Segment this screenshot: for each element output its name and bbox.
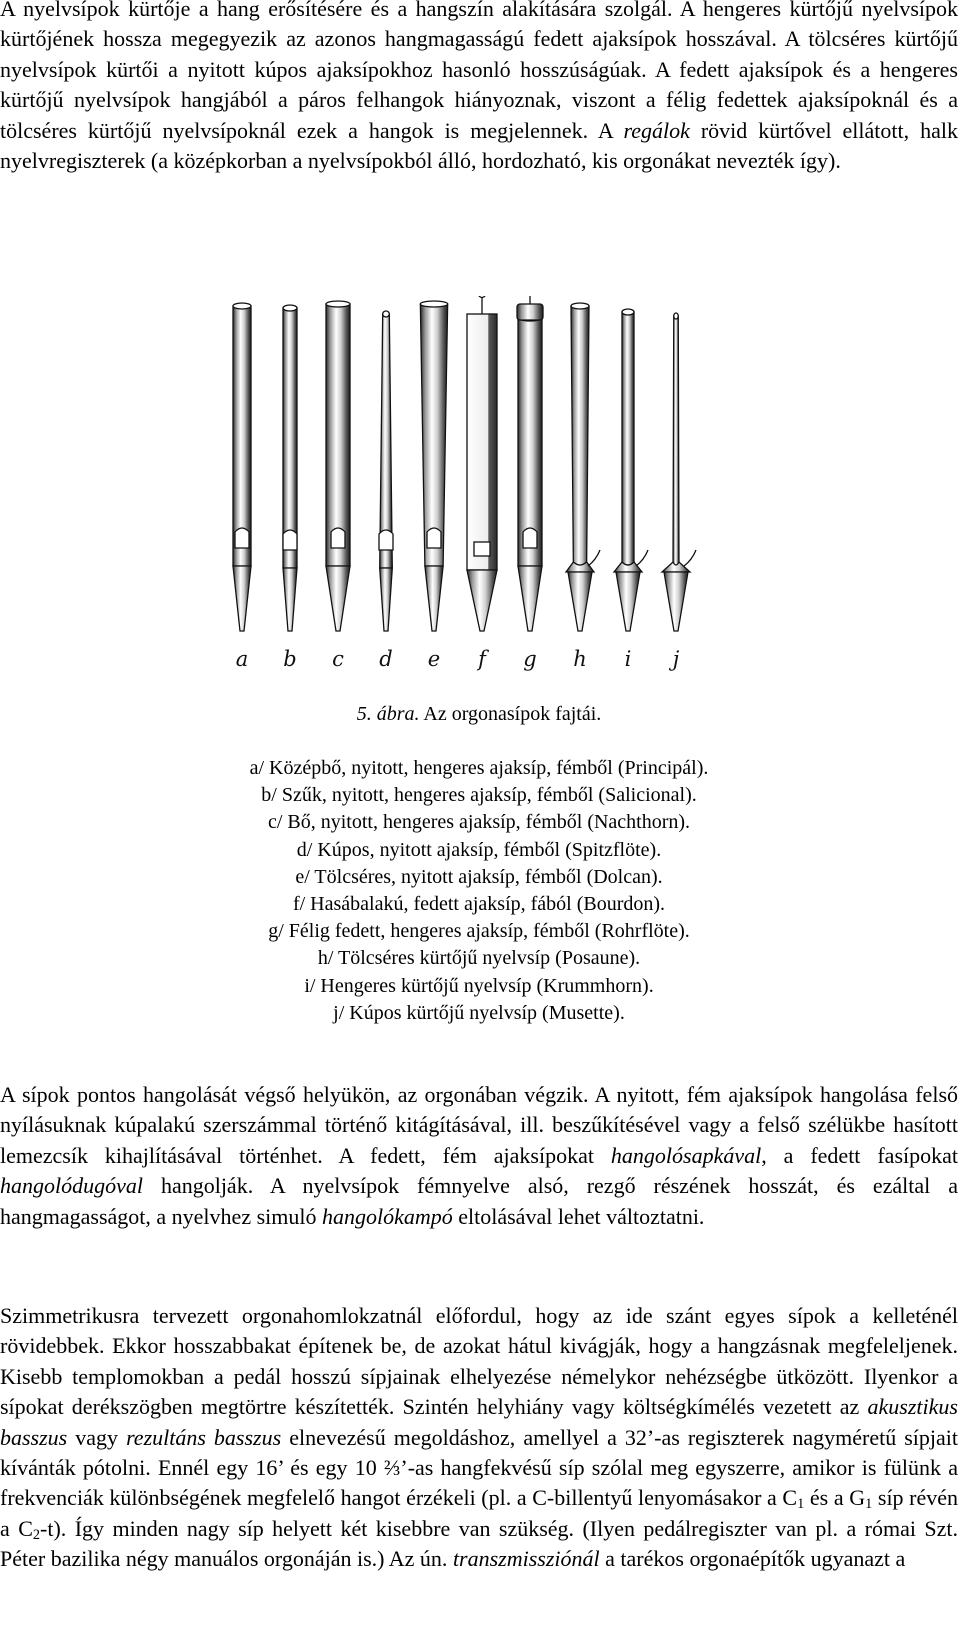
pipe-label: f — [478, 647, 486, 671]
pipe-h — [566, 303, 600, 631]
pipe-label: i — [624, 647, 632, 671]
pipe-g — [517, 296, 543, 631]
pipe-c — [326, 301, 350, 631]
organ-pipes-figure — [220, 296, 740, 676]
pipe-b — [283, 305, 297, 631]
pipe-label: b — [283, 647, 297, 671]
tuning-paragraph: A sípok pontos hangolását végső helyükön, az orgonában végzik. A nyitott, fém ajaksípok hangolása felső nyílásuknak kúpalakú szerszámmal történő kitágításával, ill. beszűkítésével vagy a felső szélükbe hasított lemezcsík kihajlításával történhet. A fedett, fém ajaksípokat hangolósapkával, a fedett fasípokat hangolódugóval hangolják. A nyelvsípok fémnyelve alsó, rezgő részének hosszát, és ezáltal a hangmagasságot, a nyelvhez simuló hangolókampó eltolásával lehet változtatni. — [0, 1082, 958, 1229]
legend-item: c/ Bő, nyitott, hengeres ajaksíp, fémből (Nachthorn). — [267, 811, 691, 834]
legend-item: b/ Szűk, nyitott, hengeres ajaksíp, fémből (Salicional). — [261, 784, 697, 807]
pipe-label: g — [523, 647, 537, 671]
pipe-label: d — [379, 647, 393, 671]
legend-item: f/ Hasábalakú, fedett ajaksíp, fából (Bourdon). — [292, 893, 666, 916]
pipe-a — [233, 303, 251, 631]
pipe-label: c — [332, 647, 344, 671]
legend-item: j/ Kúpos kürtőjű nyelvsíp (Musette). — [333, 1001, 625, 1024]
legend-item: i/ Hengeres kürtőjű nyelvsíp (Krummhorn). — [304, 974, 654, 997]
pipe-j — [662, 313, 696, 631]
intro-paragraph: A nyelvsípok kürtője a hang erősítésére és a hangszín alakítására szolgál. A hengeres kürtőjű nyelvsípok kürtőjének hossza megegyezik az azonos hangmagasságú fedett ajaksípok hosszával. A tölcséres kürtőjű nyelvsípok kürtői a nyitott kúpos ajaksípokhoz hasonló hosszúságúak. A fedett ajaksípok és a hengeres kürtőjű nyelvsípok hangjából a páros felhangok hiányoznak, viszont a félig fedettek ajaksípoknál és a tölcséres kürtőjű nyelvsípoknál ezek a hangok is megjelennek. A regálok rövid kürtővel ellátott, halk nyelvregiszterek (a középkorban a nyelvsípokból álló, hordozható, kis orgonákat nevezték így). — [0, 0, 958, 174]
legend-item: e/ Tölcséres, nyitott ajaksíp, fémből (Dolcan). — [295, 865, 663, 888]
pipe-i — [614, 309, 648, 631]
pipe-label: h — [573, 647, 587, 671]
pipe-d — [379, 311, 393, 631]
pipe-e — [420, 301, 447, 631]
figure-caption: 5. ábra. Az orgonasípok fajtái. — [356, 703, 602, 725]
organ-pipes-illustration — [220, 296, 740, 676]
figure-legend — [0, 755, 958, 1027]
pipe-label: a — [235, 647, 249, 671]
legend-item: g/ Félig fedett, hengeres ajaksíp, fémből (Rohrflöte). — [268, 920, 690, 943]
pipe-label: e — [427, 647, 441, 671]
legend-item: h/ Tölcséres kürtőjű nyelvsíp (Posaune). — [317, 947, 641, 970]
pipe-f — [467, 296, 497, 631]
legend-item: d/ Kúpos, nyitott ajaksíp, fémből (Spitzflöte). — [296, 838, 662, 861]
facade-paragraph: Szimmetrikusra tervezett orgonahomlokzatnál előfordul, hogy az ide szánt egyes sípok a kelleténél rövidebbek. Ekkor hosszabbakat építenek be, de azokat hátul kivágják, hogy a hangzásnak megfeleljenek. Kisebb templomokban a pedál hosszú sípjainak elhelyezése némelykor nehézségbe ütközött. Ilyenkor a sípokat derékszögben megtörtre készítették. Szintén helyhiány vagy költségkímélés vezetett az akusztikus basszus vagy rezultáns basszus elnevezésű megoldáshoz, amellyel a 32’-as regiszterek nagyméretű sípjait kívánták pótolni. Ennél egy 16’ és egy 10 ⅔’-as hangfekvésű síp szólal meg egyszerre, amikor is fülünk a frekvenciák különbségének megfelelő hangot érzékeli (pl. a C-billentyű lenyomásakor a $C_1$ és a $G_1$ síp révén a $C_2-t$). Így minden nagy síp helyett két kisebbre van szükség. (Ilyen pedálregiszter van pl. a római Szt. Péter bazilika négy manuálos orgonáján is.) Az ún. transzmissziónál a tarékos orgonaépítők ugyanazt a — [0, 1303, 959, 1572]
pipe-label: j — [672, 647, 680, 671]
legend-item: a/ Középbő, nyitott, hengeres ajaksíp, fémből (Principál). — [249, 757, 709, 779]
